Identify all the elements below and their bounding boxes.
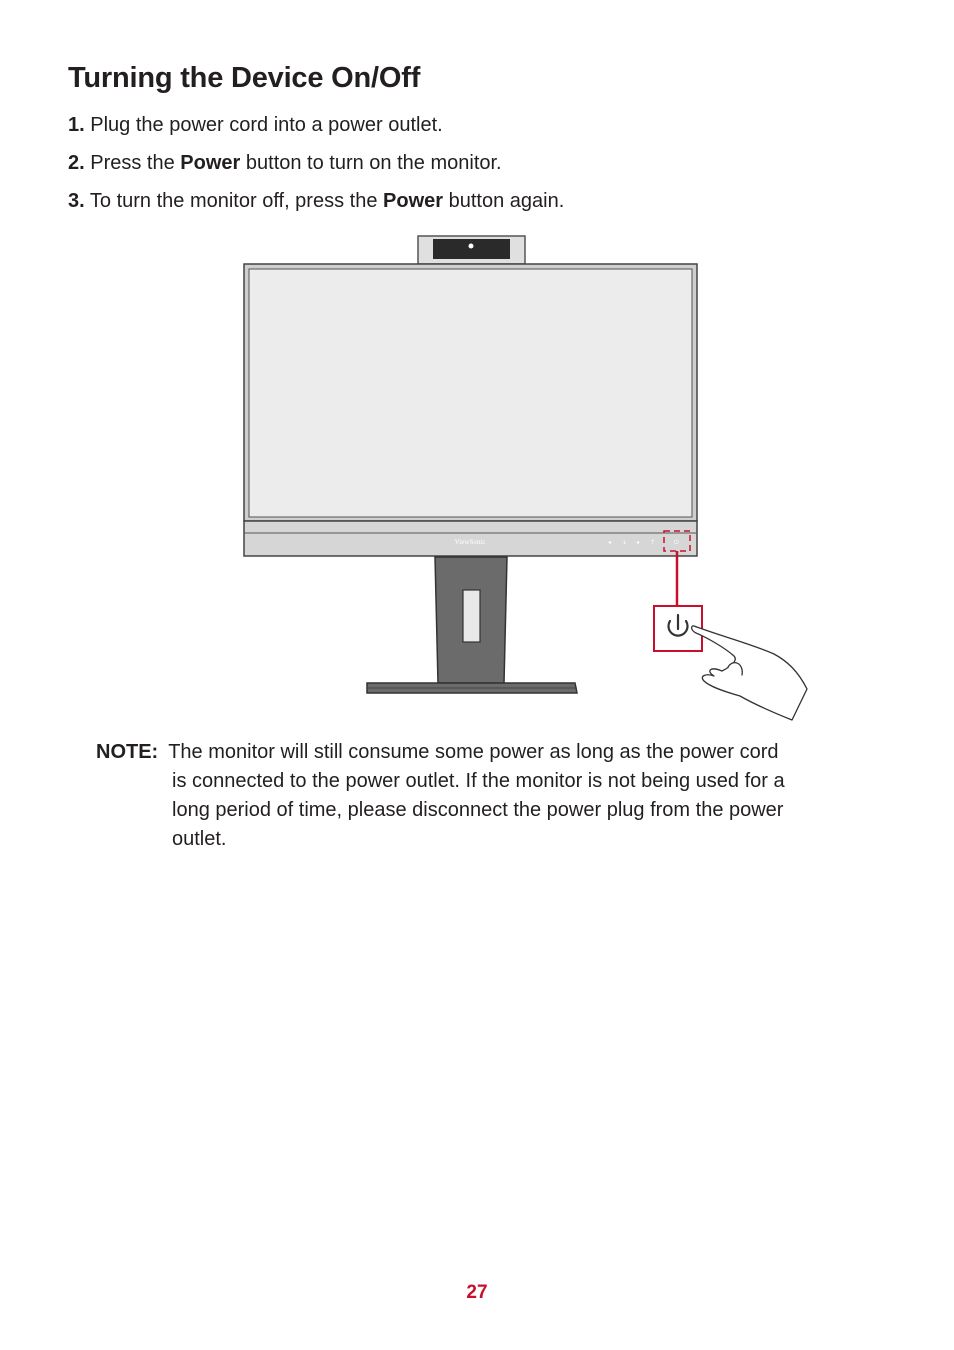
pointing-hand-icon: [692, 626, 807, 720]
monitor-illustration: [236, 230, 816, 725]
step-2: [68, 150, 564, 188]
step-3: [68, 188, 564, 226]
note-label: NOTE:: [96, 741, 159, 763]
step-1: [68, 112, 564, 150]
svg-text:⇣: ⇣: [622, 539, 628, 546]
note: [96, 738, 876, 854]
note-text-line1: The monitor will still consume some power as long as the power cord: [168, 741, 779, 763]
note-text-line2: is connected to the power outlet. If the monitor is not being used for a: [172, 770, 785, 792]
svg-text:⏻: ⏻: [674, 539, 679, 546]
note-text-line3: long period of time, please disconnect the power plug from the power: [172, 799, 784, 821]
step-text-bold: Power: [383, 190, 444, 212]
brand-logo: ViewSonic: [454, 538, 486, 546]
webcam-icon: [418, 236, 525, 264]
step-text-post: button to turn on the monitor.: [245, 152, 502, 174]
step-text-pre: Press the: [90, 152, 175, 174]
step-text-pre: To turn the monitor off, press the: [89, 190, 378, 212]
svg-text:◂: ◂: [608, 539, 612, 546]
step-text-post: button again.: [448, 190, 565, 212]
step-number: 3.: [68, 190, 85, 212]
step-number: 1.: [68, 114, 85, 136]
step-text-bold: Power: [180, 152, 241, 174]
page-number: 27: [466, 1282, 488, 1303]
step-text: Plug the power cord into a power outlet.: [90, 114, 443, 136]
steps-list: [68, 112, 564, 226]
step-number: 2.: [68, 152, 85, 174]
page-title: Turning the Device On/Off: [68, 62, 421, 94]
note-text-line4: outlet.: [172, 828, 227, 850]
svg-text:◂: ◂: [636, 539, 640, 546]
monitor-icon: [236, 230, 816, 725]
svg-text:⇡: ⇡: [650, 539, 656, 546]
